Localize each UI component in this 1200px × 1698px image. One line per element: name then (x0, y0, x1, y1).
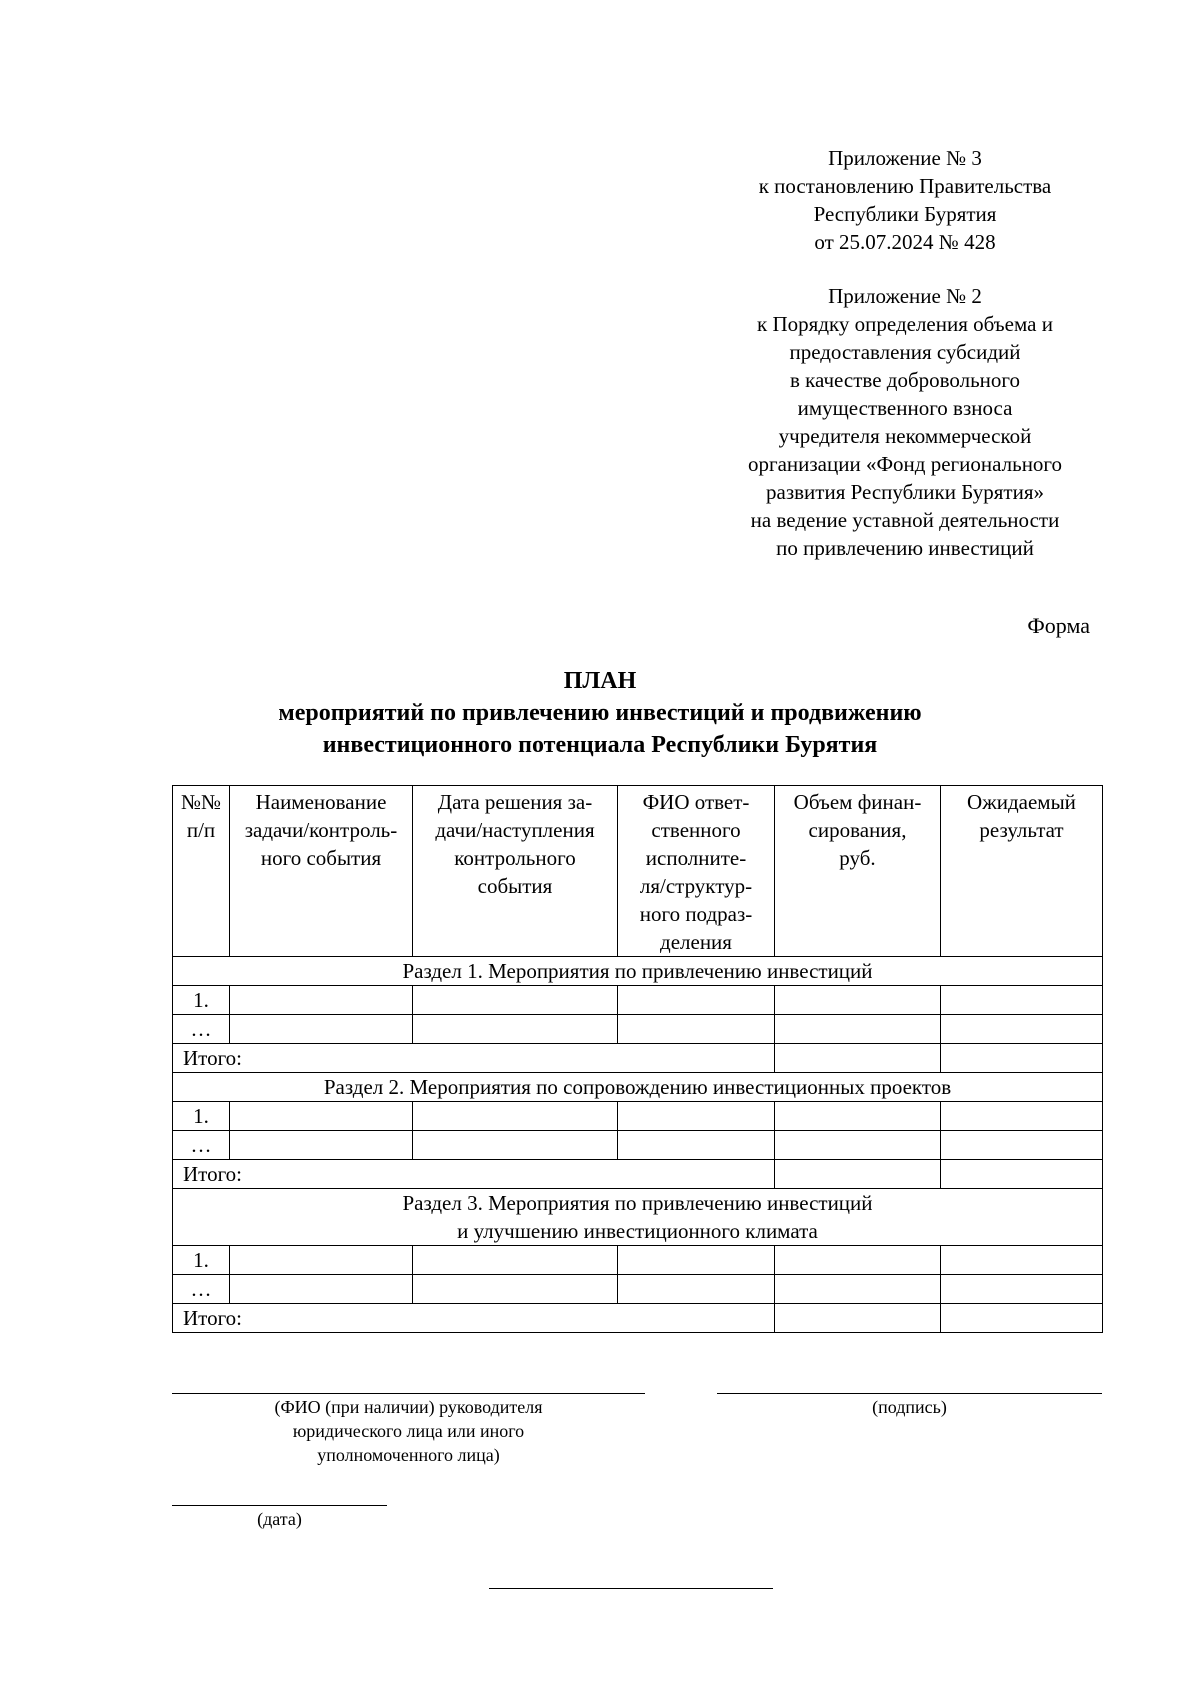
section-row (173, 1189, 1103, 1246)
total-label: Итого: (173, 1304, 775, 1333)
table-cell (413, 986, 618, 1015)
table-cell (230, 1015, 413, 1044)
title-main: ПЛАН (563, 668, 637, 694)
form-label: Форма (1027, 613, 1090, 638)
table-row (173, 986, 1103, 1015)
row-number: … (173, 1275, 230, 1304)
table-cell (618, 1102, 775, 1131)
fio-signature-line (172, 1393, 645, 1394)
date-line (172, 1505, 387, 1506)
table-row (173, 1131, 1103, 1160)
table-cell (941, 1275, 1103, 1304)
table-row (173, 1015, 1103, 1044)
table-cell (775, 1246, 941, 1275)
table-cell (618, 1131, 775, 1160)
table-cell (618, 1246, 775, 1275)
table-cell (413, 1246, 618, 1275)
section-title (173, 1189, 1103, 1246)
header-cell-number: №№ п/п (173, 786, 230, 957)
table-row (173, 1275, 1103, 1304)
table-row (173, 1102, 1103, 1131)
table-cell (230, 1131, 413, 1160)
table-cell (941, 986, 1103, 1015)
section-title: Раздел 2. Мероприятия по сопровождению инвестиционных проектов (173, 1073, 1103, 1102)
table-cell (230, 1246, 413, 1275)
section-row (173, 957, 1103, 986)
appendix-3-block (705, 144, 1105, 256)
appendix-3-line: от 25.07.2024 № 428 (814, 230, 996, 254)
table-cell (941, 1131, 1103, 1160)
table-cell (618, 1015, 775, 1044)
row-number: 1. (173, 1246, 230, 1275)
appendix-2-line: учредителя некоммерческой (778, 424, 1032, 448)
total-label: Итого: (173, 1160, 775, 1189)
signature-line (717, 1393, 1102, 1394)
row-number: 1. (173, 986, 230, 1015)
table-cell (618, 1275, 775, 1304)
appendix-2-line: на ведение уставной деятельности (750, 508, 1060, 532)
row-number: 1. (173, 1102, 230, 1131)
appendix-2-line: по привлечению инвестиций (776, 536, 1034, 560)
header-cell-decision-date: Дата решения за- дачи/наступления контрольного события (413, 786, 618, 957)
signature-caption: (подпись) (872, 1397, 947, 1417)
header-cell-task-name: Наименование задачи/контроль- ного события (230, 786, 413, 957)
appendix-2-line: имущественного взноса (797, 396, 1013, 420)
total-row (173, 1044, 1103, 1073)
total-financing-cell (775, 1044, 941, 1073)
appendix-2-line: Приложение № 2 (828, 284, 982, 308)
fio-caption-line: уполномоченного лица) (317, 1445, 500, 1465)
table-cell (775, 986, 941, 1015)
table-cell (941, 1246, 1103, 1275)
total-result-cell (941, 1044, 1103, 1073)
table-cell (618, 986, 775, 1015)
row-number: … (173, 1131, 230, 1160)
fio-caption-line: (ФИО (при наличии) руководителя (274, 1397, 543, 1417)
table-cell (230, 1275, 413, 1304)
table-cell (413, 1102, 618, 1131)
section-row (173, 1073, 1103, 1102)
appendix-2-block (705, 282, 1105, 562)
table-cell (230, 1102, 413, 1131)
table-cell (230, 986, 413, 1015)
plan-table (172, 785, 1103, 1333)
total-row (173, 1160, 1103, 1189)
table-cell (941, 1102, 1103, 1131)
total-financing-cell (775, 1160, 941, 1189)
table-cell (413, 1015, 618, 1044)
section-title-line: и улучшению инвестиционного климата (457, 1219, 818, 1243)
total-row (173, 1304, 1103, 1333)
section-title-line: Раздел 3. Мероприятия по привлечению инвестиций (402, 1191, 873, 1215)
appendix-2-line: предоставления субсидий (789, 340, 1021, 364)
table-row (173, 1246, 1103, 1275)
total-label: Итого: (173, 1044, 775, 1073)
header-cell-financing: Объем финан- сирования, руб. (775, 786, 941, 957)
total-financing-cell (775, 1304, 941, 1333)
document-end-line (489, 1588, 773, 1589)
header-cell-responsible: ФИО ответ- ственного исполните- ля/структур- ного подраз- деления (618, 786, 775, 957)
appendix-2-line: организации «Фонд регионального (747, 452, 1063, 476)
table-cell (775, 1131, 941, 1160)
appendix-2-line: в качестве добровольного (789, 368, 1021, 392)
appendix-2-line: развития Республики Бурятия» (766, 480, 1044, 504)
table-header-row (173, 786, 1103, 957)
appendix-3-line: Приложение № 3 (828, 146, 982, 170)
document-title (0, 665, 1200, 761)
date-caption: (дата) (257, 1509, 302, 1529)
total-result-cell (941, 1160, 1103, 1189)
title-line: инвестиционного потенциала Республики Бурятия (322, 732, 878, 758)
total-result-cell (941, 1304, 1103, 1333)
table-cell (413, 1131, 618, 1160)
table-cell (941, 1015, 1103, 1044)
appendix-3-line: к постановлению Правительства (758, 174, 1052, 198)
appendix-2-line: к Порядку определения объема и (757, 312, 1053, 336)
table-cell (775, 1275, 941, 1304)
fio-caption (172, 1395, 645, 1467)
header-cell-expected-result: Ожидаемый результат (941, 786, 1103, 957)
section-title: Раздел 1. Мероприятия по привлечению инвестиций (173, 957, 1103, 986)
fio-caption-line: юридического лица или иного (292, 1421, 525, 1441)
row-number: … (173, 1015, 230, 1044)
table-cell (775, 1102, 941, 1131)
appendix-3-line: Республики Бурятия (813, 202, 997, 226)
table-cell (413, 1275, 618, 1304)
table-cell (775, 1015, 941, 1044)
title-line: мероприятий по привлечению инвестиций и продвижению (278, 700, 922, 726)
